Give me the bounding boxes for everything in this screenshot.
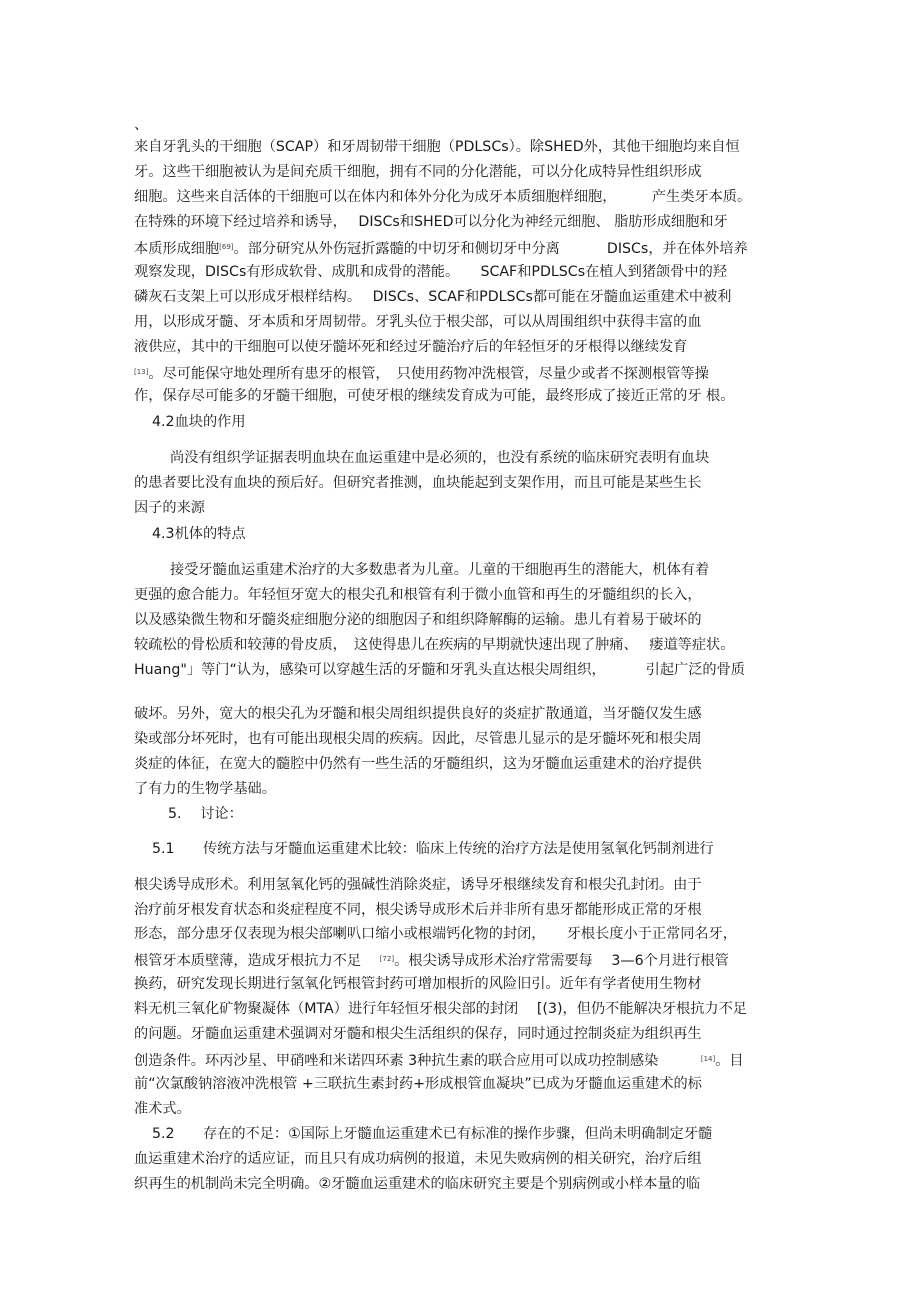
text-line xyxy=(134,313,702,331)
line-text: 因子的来源 xyxy=(134,500,205,516)
text-line xyxy=(134,611,702,629)
line-text: 织再生的机制尚未完全明确。②牙髓血运重建术的临床研究主要是个别病例或小样本量的临 xyxy=(134,1176,701,1192)
text-line xyxy=(134,705,702,723)
text-line xyxy=(152,840,714,858)
line-text: 创造条件。环丙沙星、甲硝唑和米诺四环素 3种抗生素的联合应用可以成功控制感染 xyxy=(134,1053,701,1069)
line-text: 细胞。这些来自活体的干细胞可以在体内和体外分化为成牙本质细胞样细胞， 产生类牙本质。 xyxy=(134,189,752,205)
text-line xyxy=(134,499,205,517)
text-line xyxy=(134,730,702,748)
text-line xyxy=(134,363,709,383)
text-line xyxy=(134,263,727,281)
text-line xyxy=(134,163,702,181)
line-text-continued: 。根尖诱导成形术治疗常需要每 3—6个月进行根管 xyxy=(394,953,729,969)
line-text: 在特殊的环境下经过培养和诱导， DISCs和SHED可以分化为神经元细胞、 脂肪形成细胞和牙 xyxy=(134,214,728,230)
line-text-continued: 。尽可能保守地处理所有患牙的根管， 只使用药物冲洗根管，尽量少或者不探测根管等操 xyxy=(148,366,709,382)
text-line xyxy=(134,1025,702,1043)
line-text: 炎症的体征，在宽大的髓腔中仍然有一些生活的牙髓组织，这为牙髓血运重建术的治疗提供 xyxy=(134,756,702,772)
text-line xyxy=(134,901,702,919)
text-line xyxy=(134,1000,747,1018)
text-line xyxy=(134,474,702,492)
line-text: 根管牙本质壁薄，造成牙根抗力不足 xyxy=(134,953,380,969)
line-text-continued: 。部分研究从外伤冠折露髓的中切牙和侧切牙中分离 DISCs，并在体外培养 xyxy=(233,241,748,257)
line-text: 治疗前牙根发育状态和炎症程度不同，根尖诱导成形术后并非所有患牙都能形成正常的牙根 xyxy=(134,902,702,918)
text-line xyxy=(134,586,702,604)
text-line xyxy=(134,1075,702,1093)
line-text: 尚没有组织学证据表明血块在血运重建中是必须的，也没有系统的临床研究表明有血块 xyxy=(170,450,710,466)
line-text: 5.1 传统方法与牙髓血运重建术比较：临床上传统的治疗方法是使用氢氧化钙制剂进行 xyxy=(152,841,714,857)
line-text: 根尖诱导成形术。利用氢氧化钙的强碱性消除炎症，诱导牙根继续发育和根尖孔封闭。由于 xyxy=(134,877,702,893)
text-line xyxy=(134,636,734,654)
line-text: 4.3机体的特点 xyxy=(152,526,246,542)
text-line xyxy=(134,213,728,231)
citation-ref: [72] xyxy=(379,955,395,963)
text-line xyxy=(134,338,687,356)
text-line xyxy=(134,975,702,993)
line-text: 接受牙髓血运重建术治疗的大多数患者为儿童。儿童的干细胞再生的潜能大，机体有着 xyxy=(170,562,710,578)
citation-ref: [13] xyxy=(134,368,149,376)
line-text: 料无机三氧化矿物聚凝体（MTA）进行年轻恒牙根尖部的封闭 [(3)，但仍不能解决牙根抗力不足 xyxy=(134,1001,747,1017)
line-text: Huang"」等门“认为，感染可以穿越生活的牙髓和牙乳头直达根尖周组织， 引起广泛的骨质 xyxy=(134,662,745,678)
text-line xyxy=(170,449,709,467)
line-text: 准术式。 xyxy=(134,1101,191,1117)
text-line xyxy=(152,1125,712,1143)
line-text: 破坏。另外，宽大的根尖孔为牙髓和根尖周组织提供良好的炎症扩散通道，当牙髓仅发生感 xyxy=(134,706,702,722)
stray-mark: 、 xyxy=(134,117,149,133)
line-text: 用，以形成牙髓、牙本质和牙周韧带。牙乳头位于根尖部，可以从周围组织中获得丰富的血 xyxy=(134,314,702,330)
text-line xyxy=(134,288,731,306)
text-line xyxy=(134,876,702,894)
line-text: 血运重建术治疗的适应证，而且只有成功病例的报道，未见失败病例的相关研究，治疗后组 xyxy=(134,1151,702,1167)
text-line xyxy=(134,138,740,156)
line-text: 染或部分坏死时，也有可能出现根尖周的疾病。因此，尽管患儿显示的是牙髓坏死和根尖周 xyxy=(134,731,702,747)
line-text: 来自牙乳头的干细胞（SCAP）和牙周韧带干细胞（PDLSCs）。除SHED外，其他干细胞均来自恒 xyxy=(134,139,740,155)
line-text: 牙。这些干细胞被认为是间充质干细胞，拥有不同的分化潜能，可以分化成特异性组织形成 xyxy=(134,164,702,180)
text-line xyxy=(152,413,246,431)
line-text: 观察发现，DISCs有形成软骨、成肌和成骨的潜能。 SCAF和PDLSCs在植人到猪颌骨中的羟 xyxy=(134,264,727,280)
line-text: 了有力的生物学基础。 xyxy=(134,781,276,797)
text-line xyxy=(134,387,734,405)
line-text: 5.2 存在的不足：①国际上牙髓血运重建术已有标准的操作步骤，但尚未明确制定牙髓 xyxy=(152,1126,713,1142)
text-line xyxy=(134,925,737,943)
text-line xyxy=(134,1050,744,1070)
text-line xyxy=(134,188,751,206)
text-line xyxy=(134,780,276,798)
line-text: 磷灰石支架上可以形成牙根样结构。 DISCs、SCAF和PDLSCs都可能在牙髓血运重建术中被利 xyxy=(134,289,732,305)
line-text: 作，保存尽可能多的牙髓干细胞，可使牙根的继续发育成为可能，最终形成了接近正常的牙 根。 xyxy=(134,388,735,404)
text-line xyxy=(134,1100,191,1118)
citation-ref: [69] xyxy=(219,243,234,251)
line-text: 本质形成细胞 xyxy=(134,241,220,257)
line-text: 较疏松的骨松质和较薄的骨皮质， 这使得患儿在疾病的早期就快速出现了肿痛、 瘘道等症状。 xyxy=(134,637,735,653)
line-text: 形态，部分患牙仅表现为根尖部喇叭口缩小或根端钙化物的封闭， 牙根长度小于正常同名牙， xyxy=(134,926,737,942)
text-line xyxy=(134,755,702,773)
line-text-continued: 。目 xyxy=(715,1053,744,1069)
line-text: 的患者要比没有血块的预后好。但研究者推测，血块能起到支架作用，而且可能是某些生长 xyxy=(134,475,702,491)
text-line xyxy=(134,1150,702,1168)
line-text: 换药，研究发现长期进行氢氧化钙根管封药可增加根折的风险旧引。近年有学者使用生物材 xyxy=(134,976,702,992)
text-line xyxy=(134,661,745,679)
text-line xyxy=(168,805,243,823)
line-text: 以及感染微生物和牙髓炎症细胞分泌的细胞因子和组织降解酶的运输。患儿有着易于破坏的 xyxy=(134,612,702,628)
line-text: 4.2血块的作用 xyxy=(152,414,246,430)
citation-ref: [14] xyxy=(700,1055,716,1063)
line-text: 5. 讨论： xyxy=(168,806,243,822)
text-line xyxy=(170,561,709,579)
line-text: 更强的愈合能力。年轻恒牙宽大的根尖孔和根管有利于微小血管和再生的牙髓组织的长入， xyxy=(134,587,702,603)
text-line xyxy=(134,238,748,258)
text-line xyxy=(134,950,729,970)
text-line xyxy=(134,1175,700,1193)
line-text: 液供应，其中的干细胞可以使牙髓坏死和经过牙髓治疗后的年轻恒牙的牙根得以继续发育 xyxy=(134,339,688,355)
text-line xyxy=(152,525,246,543)
line-text: 的问题。牙髓血运重建术强调对牙髓和根尖生活组织的保存，同时通过控制炎症为组织再生 xyxy=(134,1026,702,1042)
line-text: 前“次氯酸钠溶液冲洗根管 +三联抗生素封药+形成根管血凝块”已成为牙髓血运重建术的标 xyxy=(134,1076,702,1092)
